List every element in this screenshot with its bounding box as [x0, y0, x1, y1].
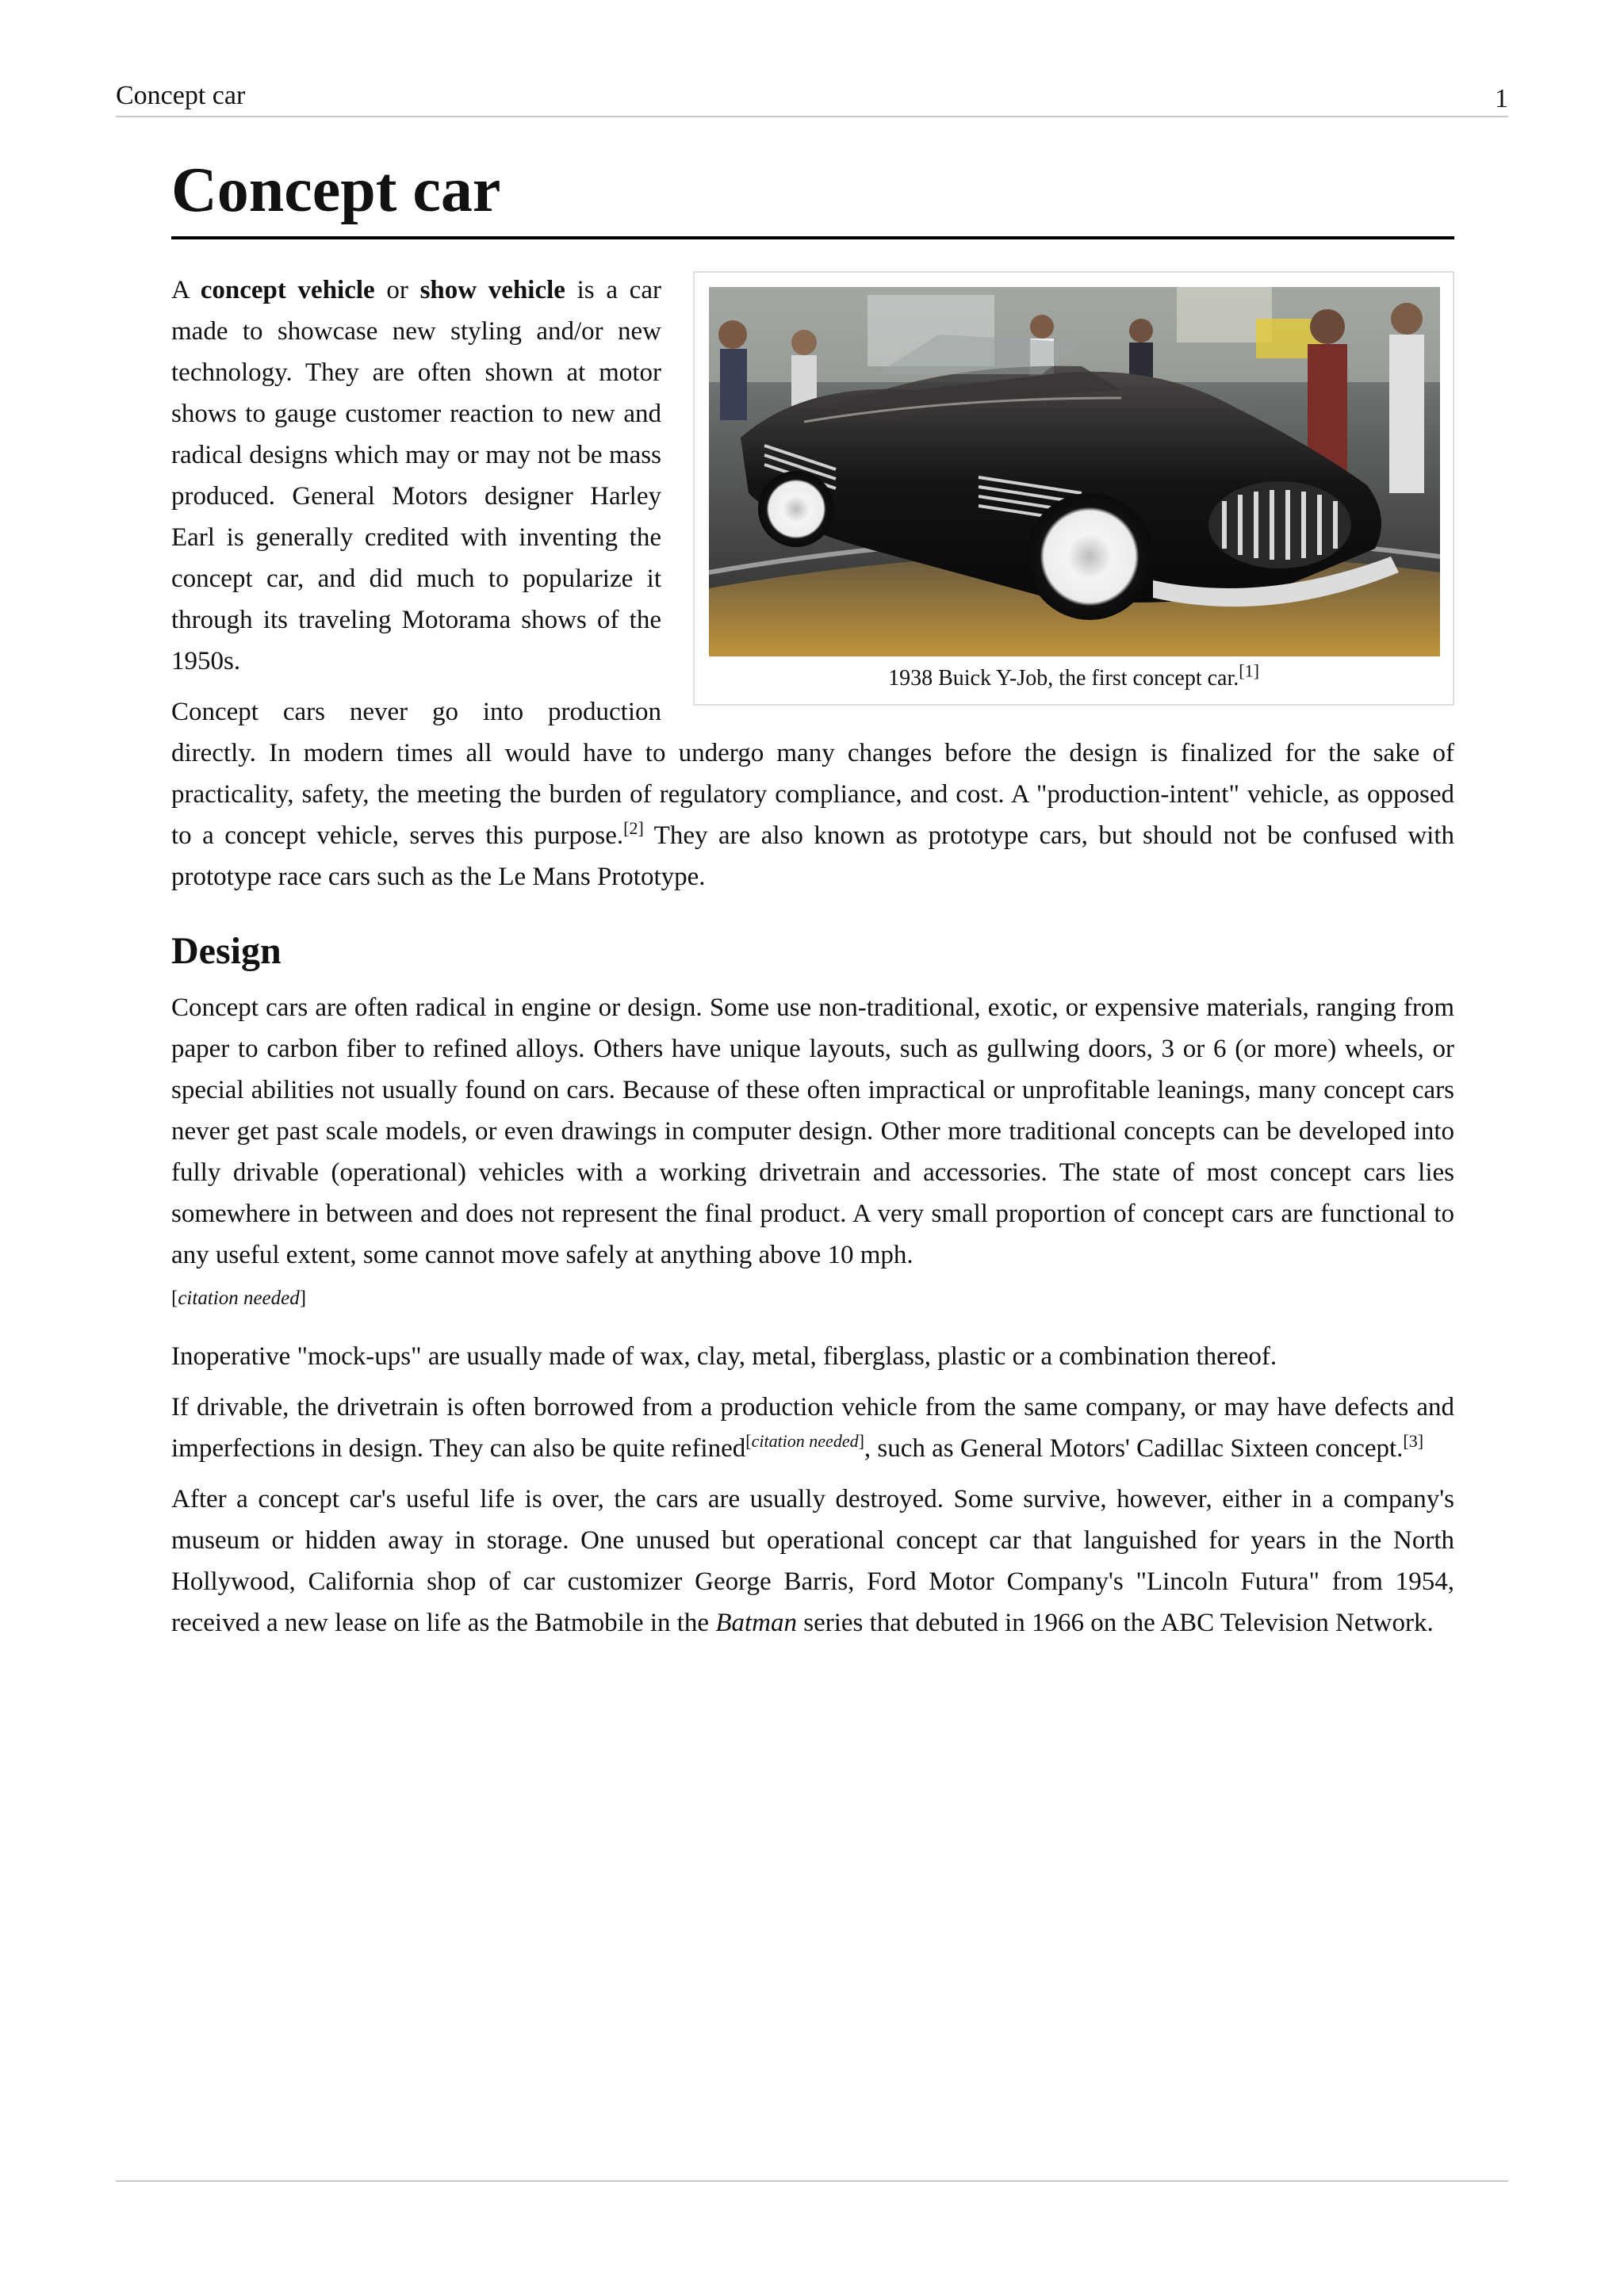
figure-thumbnail [693, 271, 1454, 706]
design-p1-text: Concept cars are often radical in engine or design. Some use non-traditional, exotic, or expensive materials, ranging from paper to carbon fiber to refined alloys. Others have unique layouts, such as gullwing doors, 3 or 6 (or more) wheels, or special abilities not usually found on cars. Because of these often impractical or unprofitable leanings, many concept cars never get past scale models, or even drawings in computer design. Other more traditional concepts can be developed into fully drivable (operational) vehicles with a working drivetrain and accessories. The state of most concept cars lies somewhere in between and does not represent the final product. A very small proportion of concept cars are functional to any useful extent, some cannot move safely at anything above 10 mph. [171, 993, 1454, 1269]
citation-bracket-close: ] [299, 1288, 307, 1309]
design-p4-text-1: After a concept car's useful life is over, the cars are usually destroyed. Some survive, however, either in a company's museum or hidden away in storage. One unused but operational concept car that languished for years in the North Hollywood, California shop of car customizer George Barris, Ford Motor Company's "Lincoln Futura" from 1954, received a new lease on life as the Batmobile in the [171, 1485, 1454, 1637]
design-paragraph-3 [171, 1387, 1454, 1469]
design-p3-text-1: If drivable, the drivetrain is often borrowed from a production vehicle from the same company, or may have defects and imperfections in design. They can also be quite refined [171, 1393, 1454, 1463]
design-paragraph-4 [171, 1479, 1454, 1644]
intro-p1-text-1: A [171, 276, 201, 304]
term-concept-vehicle: concept vehicle [200, 276, 375, 304]
design-p3-text-2: , such as General Motors' Cadillac Sixteen concept. [864, 1434, 1404, 1463]
citation-needed-text: citation needed [178, 1288, 300, 1309]
citation-bracket-close: ] [858, 1431, 864, 1451]
citation-needed-2[interactable] [745, 1431, 864, 1451]
intro-paragraph-2 [171, 691, 1454, 897]
design-p4-text-2: series that debuted in 1966 on the ABC Television Network. [797, 1609, 1434, 1637]
design-paragraph-2: Inoperative "mock-ups" are usually made of wax, clay, metal, fiberglass, plastic or a combination thereof. [171, 1342, 1277, 1371]
intro-p2-text-1: Concept cars never go into production directly. In modern times all would have to undergo many changes before the design is finalized for the sake of practicality, safety, the meeting the burden of regulatory compliance, and cost. A "production-intent" vehicle, as opposed to a concept vehicle, serves this purpose. [171, 698, 1454, 850]
citation-bracket-open: [ [745, 1431, 752, 1451]
footnote-ref-3[interactable]: [3] [1403, 1431, 1424, 1451]
running-header-title: Concept car [116, 81, 246, 110]
intro-p2-text-2: They are also known as prototype cars, but should not be confused with prototype race cars such as the Le Mans Prototype. [171, 821, 1454, 891]
page-number: 1 [1495, 84, 1508, 113]
citation-needed-1[interactable] [171, 1288, 306, 1309]
article-content [171, 155, 1454, 1653]
page-title: Concept car [171, 155, 1454, 239]
design-paragraph-1 [171, 987, 1454, 1317]
citation-bracket-open: [ [171, 1288, 178, 1309]
car-photo-illustration [709, 287, 1440, 656]
footer-rule [116, 2180, 1508, 2182]
citation-needed-text: citation needed [751, 1431, 859, 1451]
figure-caption-text: 1938 Buick Y-Job, the first concept car. [888, 666, 1239, 691]
running-header [116, 76, 1508, 117]
footnote-ref-2[interactable]: [2] [623, 818, 644, 838]
batman-title: Batman [715, 1609, 797, 1637]
intro-p1-text-3: is a car made to showcase new styling and/or new technology. They are often shown at motor shows to gauge customer reaction to new and radical designs which may or may not be mass produced. General Motors designer Harley Earl is generally credited with inventing the concept car, and did much to popularize it through its traveling Motorama shows of the 1950s. [171, 276, 661, 675]
intro-p1-text-2: or [374, 276, 420, 304]
figure-caption [709, 660, 1438, 693]
figure-caption-ref[interactable]: [1] [1239, 660, 1259, 681]
buick-y-job-photo[interactable] [709, 287, 1440, 656]
term-show-vehicle: show vehicle [419, 276, 565, 304]
section-heading-design: Design [171, 930, 282, 972]
